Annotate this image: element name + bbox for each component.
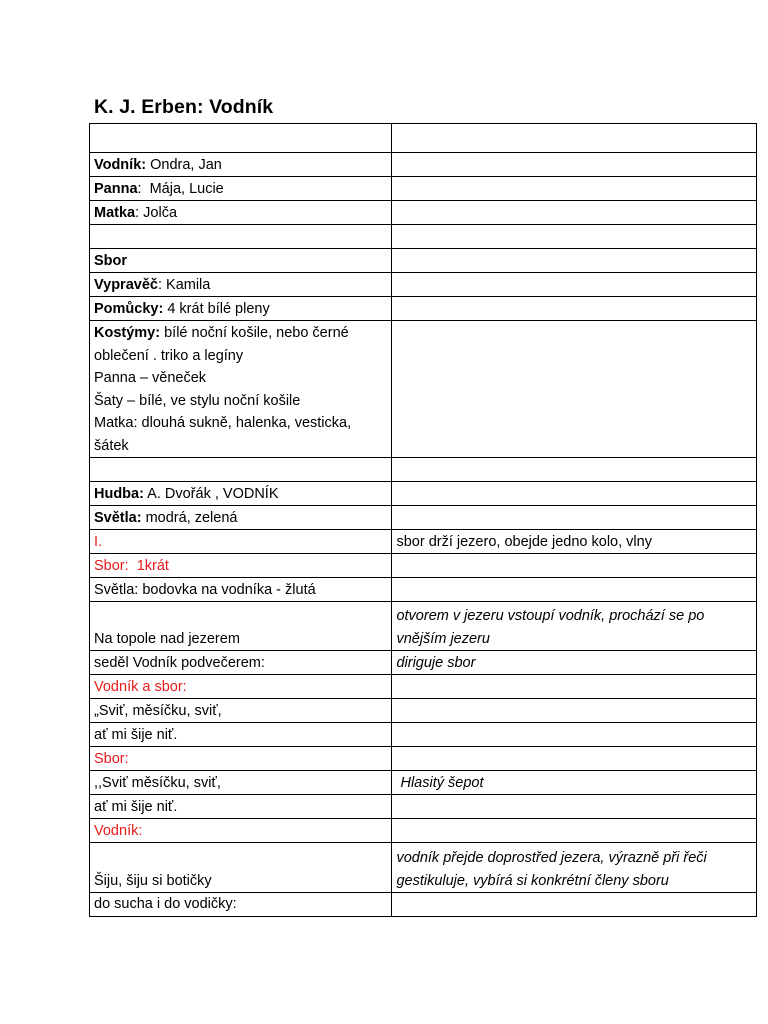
cell-bold-label: Panna: [94, 180, 138, 197]
cell-bold-label: Světla:: [94, 509, 142, 526]
row-right-cell: [392, 225, 757, 249]
row-left-cell: [90, 177, 392, 201]
table-row: [90, 651, 757, 675]
cell-text: : Jolča: [135, 204, 178, 221]
script-table-body: [90, 124, 757, 917]
row-right-cell: [392, 675, 757, 699]
row-left-cell: [90, 578, 392, 602]
row-left-cell: [90, 153, 392, 177]
table-row: [90, 699, 757, 723]
cell-note: otvorem v jezeru vstoupí vodník, prochází se po vnějším jezeru: [396, 608, 709, 647]
cell-text: Na topole nad jezerem: [94, 630, 240, 647]
cell-text: Sbor: 1krát: [94, 557, 169, 574]
table-row: [90, 225, 757, 249]
row-right-cell: [392, 506, 757, 530]
row-left-cell: [90, 893, 392, 917]
table-row: [90, 723, 757, 747]
cell-bold-label: Sbor: [94, 252, 128, 269]
cell-text: I.: [94, 533, 103, 550]
row-right-cell: [392, 249, 757, 273]
cell-bold-label: Kostýmy:: [94, 325, 161, 341]
table-row: [90, 273, 757, 297]
row-left-cell: [90, 124, 392, 153]
row-left-cell: [90, 201, 392, 225]
cell-text: ať mi šije niť.: [94, 798, 178, 815]
cell-text: seděl Vodník podvečerem:: [94, 654, 265, 671]
row-left-cell: [90, 723, 392, 747]
row-left-cell: [90, 225, 392, 249]
row-right-cell: [392, 699, 757, 723]
cell-bold-label: Matka: [94, 204, 136, 221]
cell-text: Světla: bodovka na vodníka - žlutá: [94, 581, 316, 598]
table-row: [90, 321, 757, 458]
cell-text: ať mi šije niť.: [94, 726, 178, 743]
row-right-cell: [392, 819, 757, 843]
row-left-cell: [90, 819, 392, 843]
row-right-cell: [392, 554, 757, 578]
row-right-cell: [392, 795, 757, 819]
table-row: [90, 893, 757, 917]
row-right-cell: [392, 602, 757, 651]
cell-note: vodník přejde doprostřed jezera, výrazně při řeči gestikuluje, vybírá si konkrétní členy sboru: [396, 850, 711, 889]
row-left-cell: [90, 843, 392, 893]
cell-note: sbor drží jezero, obejde jedno kolo, vlny: [396, 533, 652, 550]
cell-text: Ondra, Jan: [146, 156, 222, 173]
cell-text: Sbor:: [94, 750, 129, 767]
row-left-cell: [90, 554, 392, 578]
table-row: [90, 795, 757, 819]
table-row: [90, 578, 757, 602]
row-left-cell: [90, 747, 392, 771]
row-left-cell: [90, 273, 392, 297]
cell-text: do sucha i do vodičky:: [94, 896, 237, 912]
table-row: [90, 602, 757, 651]
table-row: [90, 153, 757, 177]
cell-text: Vodník a sbor:: [94, 678, 187, 695]
table-row: [90, 124, 757, 153]
table-row: [90, 819, 757, 843]
table-row: [90, 747, 757, 771]
table-row: [90, 177, 757, 201]
row-left-cell: [90, 675, 392, 699]
cell-note: diriguje sbor: [396, 654, 476, 671]
row-right-cell: [392, 297, 757, 321]
row-left-cell: [90, 297, 392, 321]
row-left-cell: [90, 506, 392, 530]
table-row: [90, 843, 757, 893]
table-row: [90, 249, 757, 273]
row-right-cell: [392, 124, 757, 153]
row-right-cell: [392, 578, 757, 602]
cell-bold-label: Pomůcky:: [94, 300, 164, 317]
row-right-cell: [392, 843, 757, 893]
row-right-cell: [392, 458, 757, 482]
row-left-cell: [90, 795, 392, 819]
cell-text: Vodník:: [94, 822, 143, 839]
cell-text: A. Dvořák , VODNÍK: [143, 485, 279, 502]
cell-text: „Sviť, měsíčku, sviť,: [94, 702, 222, 719]
row-left-cell: [90, 482, 392, 506]
table-row: [90, 675, 757, 699]
cell-bold-label: Hudba:: [94, 485, 144, 502]
script-table: [89, 123, 757, 917]
row-right-cell: [392, 177, 757, 201]
row-left-cell: [90, 321, 392, 458]
cell-text: : Mája, Lucie: [137, 180, 224, 197]
cell-text: modrá, zelená: [141, 509, 238, 526]
row-right-cell: [392, 771, 757, 795]
cell-bold-label: Vodník:: [94, 156, 147, 173]
table-row: [90, 482, 757, 506]
table-row: [90, 771, 757, 795]
row-left-cell: [90, 458, 392, 482]
row-left-cell: [90, 699, 392, 723]
row-right-cell: [392, 893, 757, 917]
row-right-cell: [392, 153, 757, 177]
table-row: [90, 458, 757, 482]
cell-text: bílé noční košile, nebo černé oblečení . triko a legíny Panna – věneček Šaty – bílé, ve stylu noční košile Matka: dlouhá sukně, halenka, vesticka, šátek: [94, 325, 352, 454]
row-left-cell: [90, 651, 392, 675]
table-row: [90, 530, 757, 554]
cell-text: : Kamila: [157, 276, 211, 293]
document-title: K. J. Erben: Vodník: [94, 96, 274, 118]
row-left-cell: [90, 249, 392, 273]
row-right-cell: [392, 273, 757, 297]
cell-text: Šiju, šiju si botičky: [94, 872, 212, 889]
row-right-cell: [392, 530, 757, 554]
table-row: [90, 506, 757, 530]
cell-text: 4 krát bílé pleny: [163, 300, 270, 317]
cell-text: ,,Sviť měsíčku, sviť,: [94, 774, 221, 791]
table-row: [90, 201, 757, 225]
row-left-cell: [90, 530, 392, 554]
table-row: [90, 297, 757, 321]
row-right-cell: [392, 201, 757, 225]
row-left-cell: [90, 771, 392, 795]
row-right-cell: [392, 482, 757, 506]
row-right-cell: [392, 321, 757, 458]
row-right-cell: [392, 747, 757, 771]
cell-note: Hlasitý šepot: [396, 774, 484, 791]
row-right-cell: [392, 651, 757, 675]
row-right-cell: [392, 723, 757, 747]
row-left-cell: [90, 602, 392, 651]
cell-bold-label: Vypravěč: [94, 276, 158, 293]
table-row: [90, 554, 757, 578]
